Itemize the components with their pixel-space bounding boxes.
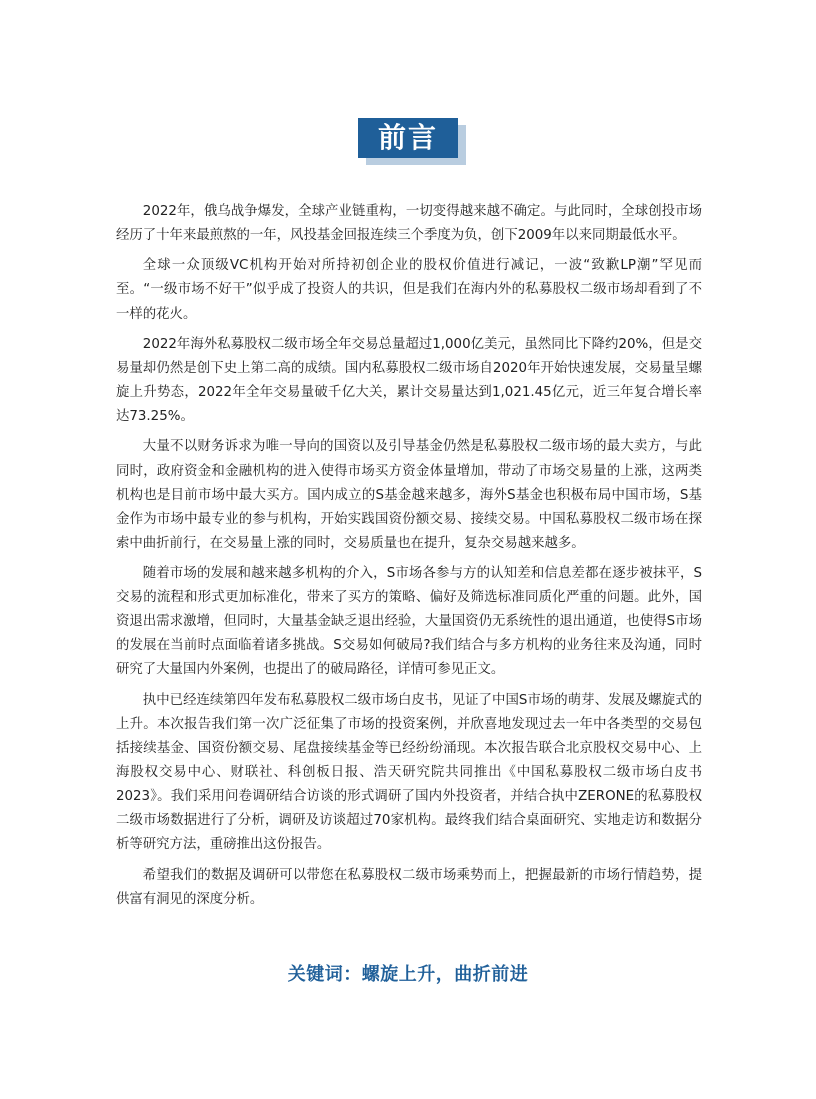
paragraph-7: 希望我们的数据及调研可以带您在私募股权二级市场乘势而上，把握最新的市场行情趋势，提供富有洞见的深度分析。 [116, 867, 702, 907]
paragraph-1: 2022年，俄乌战争爆发，全球产业链重构，一切变得越来越不确定。与此同时，全球创投市场经历了十年来最煎熬的一年，风投基金回报连续三个季度为负，创下2009年以来同期最低水平。 [116, 204, 702, 244]
paragraph-6: 执中已经连续第四年发布私募股权二级市场白皮书，见证了中国S市场的萌芽、发展及螺旋式的上升。本次报告我们第一次广泛征集了市场的投资案例，并欣喜地发现过去一年中各类型的交易包括接续基金、国资份额交易、尾盘接续基金等已经纷纷涌现。本次报告联合北京股权交易中心、上海股权交易中心、财联社、科创板日报、浩天研究院共同推出《中国私募股权二级市场白皮书 2023》。我们采用问卷调研结合访谈的形式调研了国内外投资者，并结合执中ZERONE的私募股权二级市场数据进行了分析，调研及访谈超过70家机构。最终我们结合桌面研究、实地走访和数据分析等研究方法，重磅推出这份报告。 [116, 692, 702, 853]
paragraph-3: 2022年海外私募股权二级市场全年交易总量超过1,000亿美元，虽然同比下降约20%，但是交易量却仍然是创下史上第二高的成绩。国内私募股权二级市场自2020年开始快速发展，交易量呈螺旋上升势态，2022年全年交易量破千亿大关，累计交易量达到1,021.45亿元，近三年复合增长率达73.25%。 [116, 336, 702, 425]
paragraph-2: 全球一众顶级VC机构开始对所持初创企业的股权价值进行减记，一波“致歉LP潮”罕见而至。“一级市场不好干”似乎成了投资人的共识，但是我们在海内外的私募股权二级市场却看到了不一样的花火。 [116, 258, 702, 322]
keywords-line: 关键词：螺旋上升，曲折前进 [287, 964, 529, 985]
paragraph-5: 随着市场的发展和越来越多机构的介入，S市场各参与方的认知差和信息差都在逐步被抹平，S交易的流程和形式更加标准化，带来了买方的策略、偏好及筛选标准同质化严重的问题。此外，国资退出需求激增，但同时，大量基金缺乏退出经验，大量国资仍无系统性的退出通道，也使得S市场的发展在当前时点面临着诸多挑战。S交易如何破局?我们结合与多方机构的业务往来及沟通，同时研究了大量国内外案例，也提出了的破局路径，详情可参见正文。 [116, 566, 702, 678]
body-text [116, 200, 702, 918]
page-title-block [358, 118, 468, 166]
paragraph-4: 大量不以财务诉求为唯一导向的国资以及引导基金仍然是私募股权二级市场的最大卖方，与此同时，政府资金和金融机构的进入使得市场买方资金体量增加，带动了市场交易量的上涨，这两类机构也是目前市场中最大买方。国内成立的S基金越来越多，海外S基金也积极布局中国市场，S基金作为市场中最专业的参与机构，开始实践国资份额交易、接续交易。中国私募股权二级市场在探索中曲折前行，在交易量上涨的同时，交易质量也在提升，复杂交易越来越多。 [116, 439, 702, 551]
page-title: 前言 [358, 118, 458, 158]
